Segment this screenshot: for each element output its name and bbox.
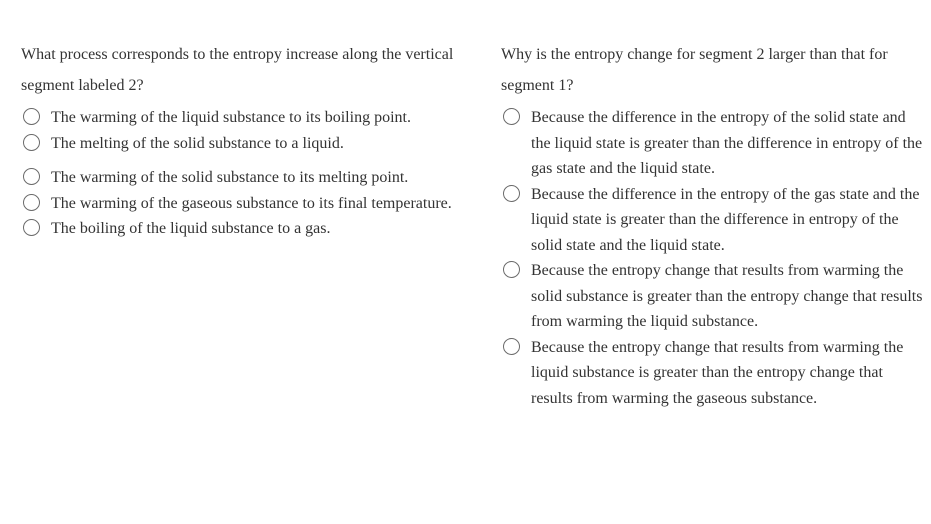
option-label: The melting of the solid substance to a liquid. [51,134,344,152]
question-2-option-2[interactable] [501,182,926,259]
option-label: The boiling of the liquid substance to a gas. [51,220,331,237]
radio-button-icon[interactable] [503,261,520,278]
option-label: The warming of the liquid substance to its boiling point. [51,109,411,126]
question-1-option-3[interactable] [21,165,461,191]
question-2-prompt: Why is the entropy change for segment 2 larger than that for segment 1? [501,46,888,94]
radio-button-icon[interactable] [23,134,40,151]
question-2-options [501,105,926,411]
question-1-prompt: What process corresponds to the entropy increase along the vertical segment labeled 2? [21,46,454,94]
option-label: Because the entropy change that results from warming the liquid substance is greater than the entropy change that results from warming the gaseous substance. [531,338,904,407]
question-2 [501,40,926,411]
question-1-options [21,105,461,242]
radio-button-icon[interactable] [503,338,520,355]
question-2-option-4[interactable] [501,335,926,412]
radio-button-icon[interactable] [23,108,40,125]
radio-button-icon[interactable] [503,108,520,125]
question-1-option-5[interactable] [21,216,461,242]
option-label: Because the difference in the entropy of the solid state and the liquid state is greater than the difference in entropy of the gas state and the liquid state. [531,109,923,177]
option-label: The warming of the gaseous substance to its final temperature. [51,194,452,212]
option-label: Because the entropy change that results from warming the solid substance is greater than the entropy change that results from warming the liquid substance. [531,262,923,330]
question-2-option-1[interactable] [501,105,926,182]
radio-button-icon[interactable] [23,219,40,236]
option-label: The warming of the solid substance to its melting point. [51,169,409,186]
question-1-option-1[interactable] [21,105,461,131]
option-label: Because the difference in the entropy of the gas state and the liquid state is greater than the difference in entropy of the solid state and the liquid state. [531,185,920,254]
radio-button-icon[interactable] [503,185,520,202]
question-2-option-3[interactable] [501,258,926,335]
question-1-option-2[interactable] [21,131,461,157]
radio-button-icon[interactable] [23,194,40,211]
question-1-option-4[interactable] [21,191,461,217]
question-1 [21,40,461,242]
radio-button-icon[interactable] [23,168,40,185]
